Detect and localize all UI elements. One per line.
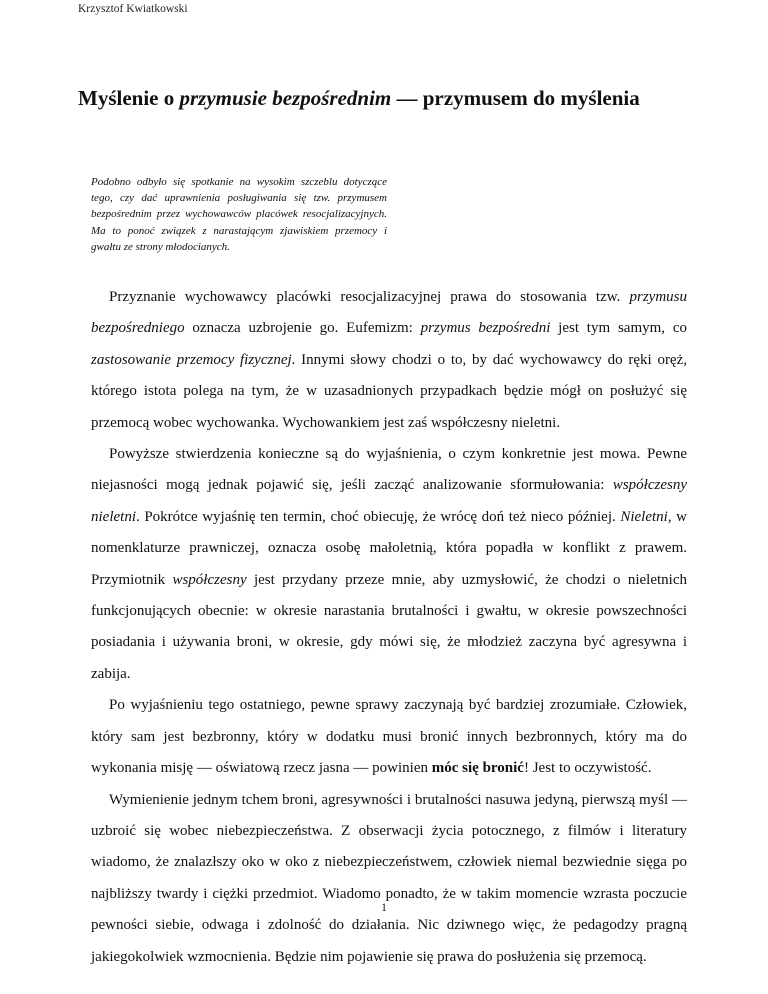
p1-text-4: . Innymi słowy chodzi o to, by dać wychowawcy do ręki oręż, którego istota polega na tym, że w uzasadnionych przypadkach będzie mógł on posłużyć się przemocą wobec wychowanka. Wychowankiem jest zaś współczesny nieletni.: [91, 351, 687, 431]
paragraph-4: [91, 785, 687, 973]
p2-text-3: , w nomenklaturze prawniczej, oznacza osobę małoletnią, która popadła w konflikt z prawem. Przymiotnik: [91, 508, 687, 588]
article-title: [78, 86, 698, 111]
p3-text-1: Po wyjaśnieniu tego ostatniego, pewne sprawy zaczynają być bardziej zrozumiałe. Człowiek, który sam jest bezbronny, który w dodatku musi bronić innych bezbronnych, który ma do wykonania misję — oświatową rzecz jasna — powinien: [91, 697, 687, 777]
p2-italic-1: współczesny nieletni: [91, 477, 687, 525]
p1-text-3: jest tym samym, co: [550, 320, 687, 337]
p1-text-1: Przyznanie wychowawcy placówki resocjalizacyjnej prawa do stosowania tzw.: [109, 289, 630, 305]
paragraph-2: [91, 439, 687, 690]
p1-text-2: oznacza uzbrojenie go. Eufemizm:: [184, 320, 421, 337]
title-part-2-italic: przymusie bezpośrednim: [179, 86, 392, 110]
title-part-1: Myślenie o: [78, 86, 180, 110]
p2-italic-3: współczesny: [172, 571, 247, 588]
title-part-3: — przymusem do myślenia: [391, 86, 640, 110]
p3-text-2: ! Jest to oczywistość.: [523, 760, 652, 777]
page-number: 1: [381, 902, 387, 914]
paragraph-3: [91, 690, 687, 784]
p2-text-1: Powyższe stwierdzenia konieczne są do wyjaśnienia, o czym konkretnie jest mowa. Pewne niejasności mogą jednak pojawić się, jeśli zacząć analizowanie sformułowania:: [91, 446, 687, 494]
p2-text-2: . Pokrótce wyjaśnię ten termin, choć obiecuję, że wrócę doń też nieco później.: [136, 508, 621, 525]
p1-italic-3: zastosowanie przemocy fizycznej: [91, 351, 292, 368]
p4-text-1: Wymienienie jednym tchem broni, agresywności i brutalności nasuwa jedyną, pierwszą myśl — uzbroić się wobec niebezpieczeństwa. Z obserwacji życia potocznego, z filmów i literatury wiadomo, że znalazłszy oko w oko z niebezpieczeństwem, człowiek niemal bezwiednie sięga po najbliższy twardy i ciężki przedmiot. Wiadomo ponadto, że w takim momencie wzrasta poczucie pewności siebie, odwaga i zdolność do działania. Nic dziwnego więc, że pedagodzy pragną jakiegokolwiek wzmocnienia. Będzie nim pojawienie się prawa do posłużenia się przemocą.: [91, 791, 687, 965]
paragraph-1: [91, 282, 687, 439]
p2-text-4: jest przydany przeze mnie, aby uzmysłowić, że chodzi o nieletnich funkcjonujących obecnie: w okresie narastania brutalności i gwałtu, w okresie powszechności posiadania i używania broni, w okresie, gdy mówi się, że młodzież zaczyna być agresywna i zabija.: [91, 571, 687, 682]
p1-italic-2: przymus bezpośredni: [420, 320, 551, 337]
p2-italic-2: Nieletni: [620, 508, 668, 525]
article-body: [91, 282, 687, 973]
abstract: Podobno odbyło się spotkanie na wysokim szczeblu dotyczące tego, czy dać uprawnienia posługiwania się tzw. przymusem bezpośrednim przez wychowawców placówek resocjalizacyjnych. Ma to ponoć związek z narastającym zjawiskiem przemocy i gwałtu ze strony młodocianych.: [91, 176, 387, 253]
running-header-author: Krzysztof Kwiatkowski: [78, 3, 188, 15]
p1-italic-1: przymusu bezpośredniego: [91, 289, 687, 337]
p3-bold-1: móc się bronić: [431, 760, 524, 777]
